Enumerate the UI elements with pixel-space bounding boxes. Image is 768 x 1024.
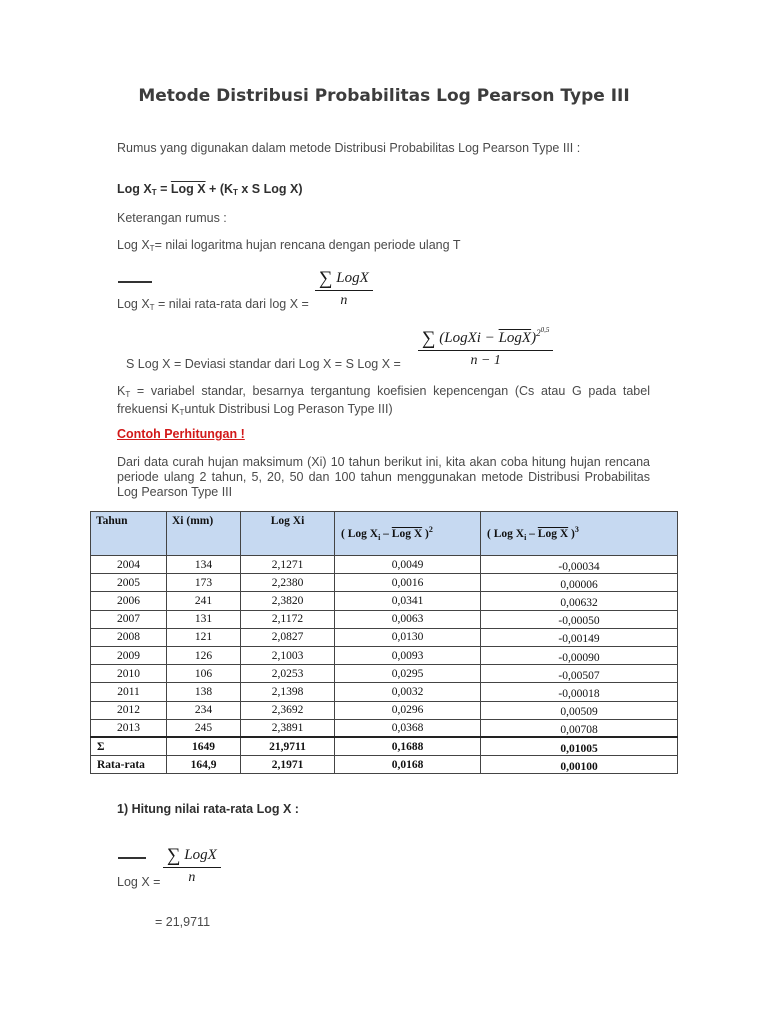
cell-logxi: 2,1172 bbox=[241, 610, 335, 628]
definition-mean: Log $X_T$ = nilai rata-rata dari log X = bbox=[117, 297, 309, 312]
cell-dev2: 0,0368 bbox=[335, 719, 481, 737]
sum-label: Σ bbox=[91, 737, 167, 755]
example-paragraph: Dari data curah hujan maksimum (Xi) 10 tahun berikut ini, kita akan coba hitung hujan rencana periode ulang 2 tahun, 5, 20, 50 dan 100 tahun menggunakan metode Distribusi Probabilitas Log Pearson Type III bbox=[117, 455, 650, 499]
page-title: Metode Distribusi Probabilitas Log Pearson Type III bbox=[138, 86, 630, 106]
cell-dev2: 0,0296 bbox=[335, 701, 481, 719]
std-formula: ∑ (LogXi − LogX)$^{20,5}$ n − 1 bbox=[418, 326, 553, 369]
cell-dev2: 0,0032 bbox=[335, 683, 481, 701]
cell-xi: 234 bbox=[167, 701, 241, 719]
table-row bbox=[91, 556, 678, 574]
average-row bbox=[91, 756, 678, 774]
cell-logxi: 2,1271 bbox=[241, 556, 335, 574]
cell-dev3: 0,00632 bbox=[481, 592, 678, 610]
header-xi: Xi (mm) bbox=[167, 512, 241, 556]
avg-xi: 164,9 bbox=[167, 756, 241, 774]
cell-dev2: 0,0295 bbox=[335, 665, 481, 683]
mean-formula: ∑ LogX n bbox=[315, 268, 373, 309]
cell-xi: 131 bbox=[167, 610, 241, 628]
table-row bbox=[91, 665, 678, 683]
intro-text: Rumus yang digunakan dalam metode Distribusi Probabilitas Log Pearson Type III : bbox=[117, 141, 581, 155]
cell-year: 2004 bbox=[91, 556, 167, 574]
cell-year: 2012 bbox=[91, 701, 167, 719]
cell-year: 2008 bbox=[91, 628, 167, 646]
step1-formula: ∑ LogX n bbox=[163, 845, 221, 886]
overline-mark bbox=[118, 281, 152, 283]
step1-result: = 21,9711 bbox=[155, 915, 211, 929]
cell-dev2: 0,0016 bbox=[335, 574, 481, 592]
cell-xi: 241 bbox=[167, 592, 241, 610]
table-header-row bbox=[91, 512, 678, 556]
header-log-xi: Log Xi bbox=[241, 512, 335, 556]
sum-xi: 1649 bbox=[167, 737, 241, 755]
cell-dev2: 0,0130 bbox=[335, 628, 481, 646]
cell-logxi: 2,1398 bbox=[241, 683, 335, 701]
cell-logxi: 2,0827 bbox=[241, 628, 335, 646]
cell-year: 2010 bbox=[91, 665, 167, 683]
cell-xi: 106 bbox=[167, 665, 241, 683]
cell-dev2: 0,0063 bbox=[335, 610, 481, 628]
table-row bbox=[91, 592, 678, 610]
cell-dev3: -0,00090 bbox=[481, 646, 678, 664]
cell-dev3: 0,00006 bbox=[481, 574, 678, 592]
cell-logxi: 2,3820 bbox=[241, 592, 335, 610]
cell-dev3: -0,00050 bbox=[481, 610, 678, 628]
table-row bbox=[91, 574, 678, 592]
cell-dev2: 0,0341 bbox=[335, 592, 481, 610]
cell-year: 2011 bbox=[91, 683, 167, 701]
cell-year: 2013 bbox=[91, 719, 167, 737]
cell-xi: 121 bbox=[167, 628, 241, 646]
keterangan-label: Keterangan rumus : bbox=[117, 211, 227, 225]
cell-xi: 134 bbox=[167, 556, 241, 574]
cell-dev3: 0,00708 bbox=[481, 719, 678, 737]
cell-dev3: 0,00509 bbox=[481, 701, 678, 719]
table-row bbox=[91, 628, 678, 646]
cell-logxi: 2,3891 bbox=[241, 719, 335, 737]
table-row bbox=[91, 701, 678, 719]
table-row bbox=[91, 646, 678, 664]
cell-logxi: 2,0253 bbox=[241, 665, 335, 683]
header-squared: ( Log $X_i$ – Log X )$^2$ bbox=[335, 512, 481, 556]
step1-lhs: Log X = bbox=[117, 875, 161, 889]
example-heading: Contoh Perhitungan ! bbox=[117, 427, 245, 441]
table-row bbox=[91, 610, 678, 628]
overline-mark bbox=[118, 857, 146, 859]
header-tahun: Tahun bbox=[91, 512, 167, 556]
cell-logxi: 2,1003 bbox=[241, 646, 335, 664]
header-cubed: ( Log $X_i$ – Log X )$^3$ bbox=[481, 512, 678, 556]
sum-dev2: 0,1688 bbox=[335, 737, 481, 755]
table-row bbox=[91, 683, 678, 701]
sum-row bbox=[91, 737, 678, 755]
table-row bbox=[91, 719, 678, 737]
cell-xi: 245 bbox=[167, 719, 241, 737]
cell-dev3: -0,00018 bbox=[481, 683, 678, 701]
cell-xi: 173 bbox=[167, 574, 241, 592]
sum-logxi: 21,9711 bbox=[241, 737, 335, 755]
cell-year: 2006 bbox=[91, 592, 167, 610]
cell-dev3: -0,00149 bbox=[481, 628, 678, 646]
cell-logxi: 2,2380 bbox=[241, 574, 335, 592]
definition-std: S Log X = Deviasi standar dari Log X = S Log X = bbox=[126, 357, 401, 371]
cell-dev3: -0,00034 bbox=[481, 556, 678, 574]
definition-log-xt: Log $X_T=$ nilai logaritma hujan rencana dengan periode ulang T bbox=[117, 238, 461, 253]
sum-dev3: 0,01005 bbox=[481, 737, 678, 755]
avg-label: Rata-rata bbox=[91, 756, 167, 774]
data-table bbox=[90, 511, 678, 774]
cell-dev2: 0,0093 bbox=[335, 646, 481, 664]
cell-year: 2009 bbox=[91, 646, 167, 664]
cell-xi: 126 bbox=[167, 646, 241, 664]
definition-kt: $K_T$ = variabel standar, besarnya tergantung koefisien kepencengan (Cs atau G pada tabel frekuensi $K_Tuntuk$ Distribusi Log Perason Type III) bbox=[117, 384, 650, 417]
avg-dev2: 0,0168 bbox=[335, 756, 481, 774]
cell-dev2: 0,0049 bbox=[335, 556, 481, 574]
avg-dev3: 0,00100 bbox=[481, 756, 678, 774]
cell-logxi: 2,3692 bbox=[241, 701, 335, 719]
cell-xi: 138 bbox=[167, 683, 241, 701]
avg-logxi: 2,1971 bbox=[241, 756, 335, 774]
cell-year: 2007 bbox=[91, 610, 167, 628]
cell-year: 2005 bbox=[91, 574, 167, 592]
cell-dev3: -0,00507 bbox=[481, 665, 678, 683]
main-formula: Log $X_T$ = Log $X + (K_T$ x S Log X) bbox=[117, 182, 303, 197]
step1-heading: 1) Hitung nilai rata-rata Log X : bbox=[117, 802, 299, 816]
